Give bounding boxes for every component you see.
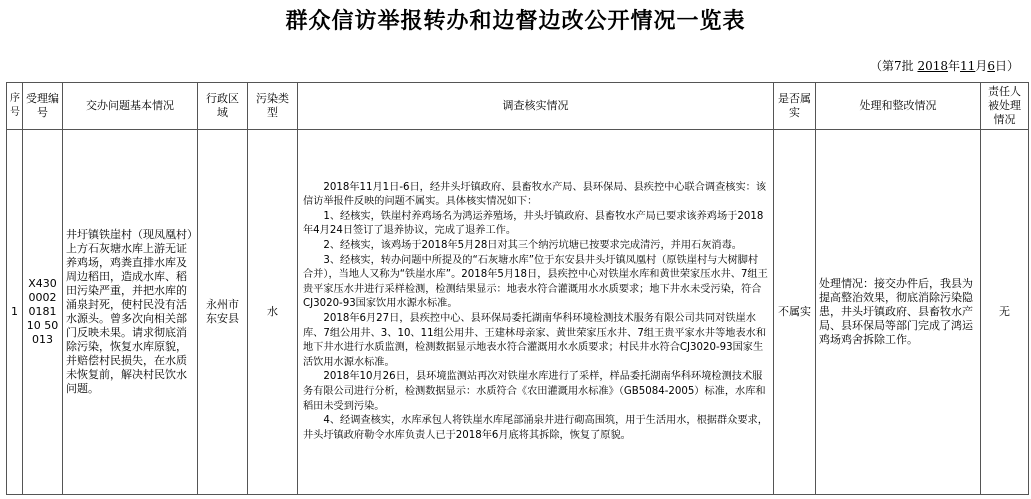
table-row [7, 130, 1029, 495]
investigation-para-7: 4、经调查核实，水库承包人将铁崖水库尾部涌泉井进行砌高围筑，用于生活用水，根据群众要求，井头圩镇政府勒令水库负责人已于2018年6月底将其拆除，恢复了原貌。 [303, 415, 768, 441]
cell-pollution: 水 [248, 130, 298, 495]
batch-prefix: （第7批 [870, 59, 918, 73]
batch-date-line [870, 57, 1019, 74]
col-header-investigation: 调查核实情况 [298, 83, 774, 130]
batch-year: 2018 [917, 59, 949, 73]
col-header-issue: 交办问题基本情况 [63, 83, 198, 130]
cell-case-no: X4300002018110 50013 [23, 130, 63, 495]
investigation-para-2: 1、经核实，铁崖村养鸡场名为鸿运养殖场，井头圩镇政府、县畜牧水产局已要求该养鸡场于2018年4月24日签订了退养协议，完成了退养工作。 [303, 210, 764, 237]
investigation-para-1: 2018年11月1日-6日，经井头圩镇政府、县畜牧水产局、县环保局、县疾控中心联合调查核实：该信访举报件反映的问题不属实。具体核实情况如下： [303, 181, 767, 208]
investigation-para-4: 3、经核实，转办问题中所提及的“石灰塘水库”位于东安县井头圩镇凤凰村（原铁崖村与大树脚村合并），当地人又称为“铁崖水库”。2018年5月18日，县疾控中心对铁崖水库和黄世荣家压水井、7组王贵平家压水井进行采样检测，检测结果显示：地表水符合灌溉用水水质要求；地下井水未受污染，符合CJ3020-93国家饮用水源水标准。 [303, 254, 768, 310]
col-header-is-true: 是否属实 [774, 83, 816, 130]
table-header-row [7, 83, 1029, 130]
investigation-para-5: 2018年6月27日，县疾控中心、县环保局委托湖南华科环境检测技术服务有限公司共同对铁崖水库、7组公用井、3、10、11组公用井、王建林母亲家、黄世荣家压水井、7组王贵平家水井等地表水和地下井水进行水质监测，检测数据显示地表水符合灌溉用水水质要求；村民井水符合CJ3020-93国家生活饮用水源水标准。 [303, 313, 767, 368]
cell-index: 1 [7, 130, 23, 495]
cell-handling: 处理情况：接交办件后，我县为提高整治效果，彻底消除污染隐患，井头圩镇政府、县畜牧水产局、县环保局等部门完成了鸿运鸡场鸡舍拆除工作。 [816, 130, 981, 495]
investigation-para-6: 2018年10月26日，县环境监测站再次对铁崖水库进行了采样，样品委托湖南华科环境检测技术服务有限公司进行分析，检测数据显示：水质符合《农田灌溉用水标准》（GB5084-2005）标准，水库和稻田未受到污染。 [303, 371, 766, 412]
cell-is-true: 不属实 [774, 130, 816, 495]
cell-investigation [298, 130, 774, 495]
col-header-handling: 处理和整改情况 [816, 83, 981, 130]
investigation-para-3: 2、经核实，该鸡场于2018年5月28日对其三个纳污坑塘已按要求完成清污，并用石灰消毒。 [323, 240, 742, 252]
col-header-pollution: 污染类型 [248, 83, 298, 130]
cell-issue: 井圩镇铁崖村（现凤凰村）上方石灰塘水库上游无证养鸡场，鸡粪直排水库及周边稻田，造成水库、稻田污染严重，并把水库的涌泉封死，使村民没有活水源头。曾多次向相关部门反映未果。请求彻底消除污染，恢复水库原貌，并赔偿村民损失，在水质未恢复前，解决村民饮水问题。 [63, 130, 198, 495]
batch-month-suffix: 月 [975, 59, 988, 73]
batch-year-suffix: 年 [948, 59, 961, 73]
col-header-case-no: 受理编号 [23, 83, 63, 130]
batch-day: 6 [987, 59, 995, 73]
batch-month: 11 [960, 59, 976, 73]
page-title: 群众信访举报转办和边督边改公开情况一览表 [285, 9, 746, 34]
col-header-index: 序号 [7, 83, 23, 130]
col-header-accountability: 责任人被处理情况 [981, 83, 1029, 130]
batch-day-suffix: 日） [994, 59, 1019, 73]
col-header-region: 行政区域 [198, 83, 248, 130]
report-table [6, 82, 1029, 495]
cell-region: 永州市东安县 [198, 130, 248, 495]
cell-accountability: 无 [981, 130, 1029, 495]
